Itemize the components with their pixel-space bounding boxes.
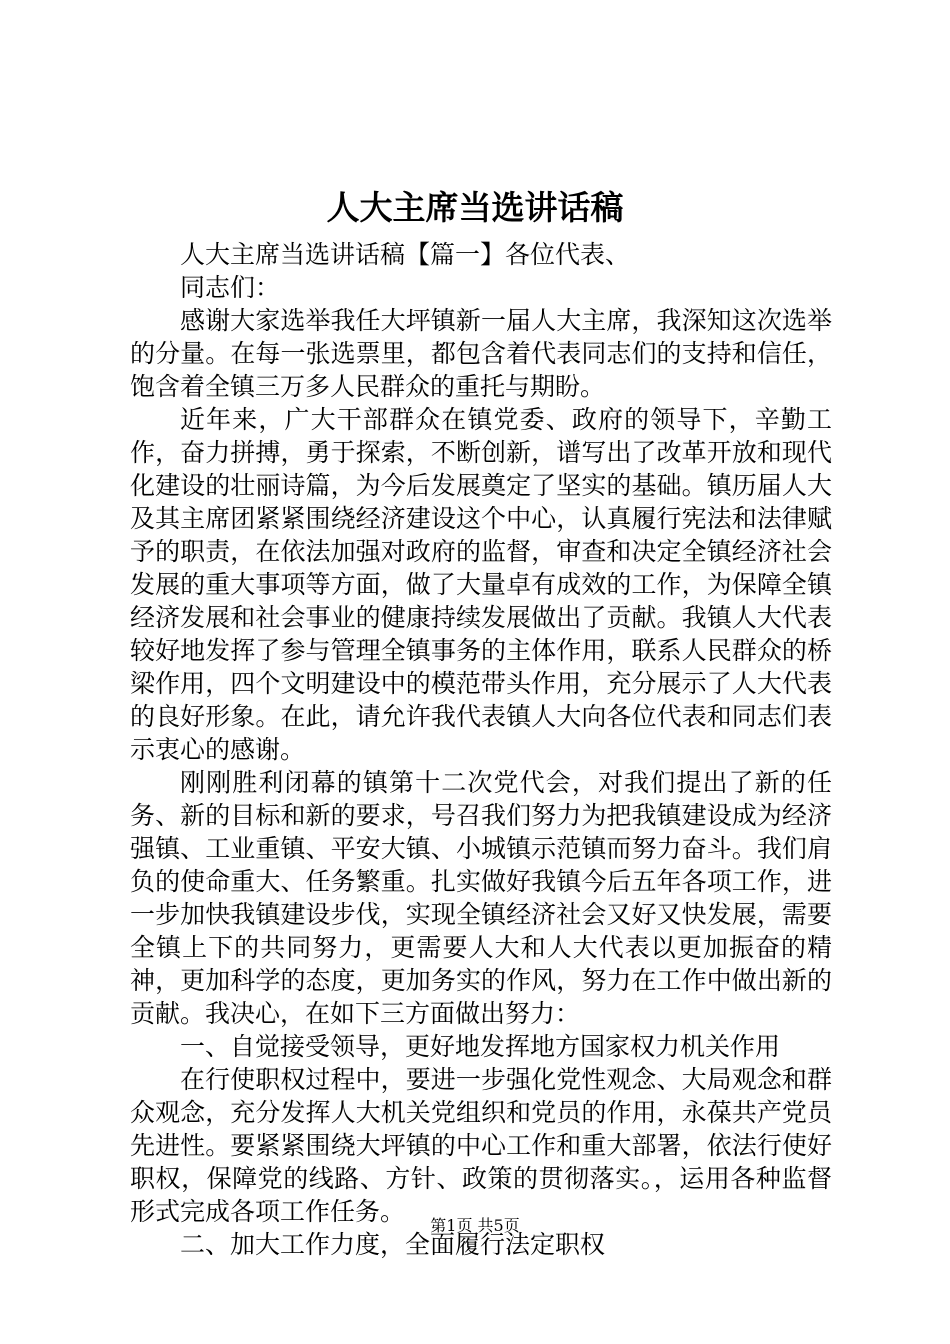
paragraph-salutation: 同志们： xyxy=(180,273,281,302)
page-footer: 第1页 共5页 xyxy=(430,1216,520,1235)
paragraph-party-congress: 刚刚胜利闭幕的镇第十二次党代会，对我们提出了新的任务、新的目标和新的要求，号召我们努力为把我镇建设成为经济强镇、工业重镇、平安大镇、小城镇示范镇而努力奋斗。我们肩负的使命重大、任务繁重。扎实做好我镇今后五年各项工作，进一步加快我镇建设步伐，实现全镇经济社会又好又快发展，需要全镇上下的共同努力，更需要人大和人大代表以更加振奋的精神，更加科学的态度，更加务实的作风，努力在工作中做出新的贡献。我决心，在如下三方面做出努力： xyxy=(130,768,832,1028)
section-heading-one: 一、自觉接受领导，更好地发挥地方国家权力机关作用 xyxy=(180,1032,781,1061)
document-body xyxy=(130,238,832,1261)
paragraph-recent-years: 近年来，广大干部群众在镇党委、政府的领导下，辛勤工作，奋力拼搏，勇于探索，不断创新，谱写出了改革开放和现代化建设的壮丽诗篇，为今后发展奠定了坚实的基础。镇历届人大及其主席团紧紧围绕经济建设这个中心，认真履行宪法和法律赋予的职责，在依法加强对政府的监督，审查和决定全镇经济社会发展的重大事项等方面，做了大量卓有成效的工作，为保障全镇经济发展和社会事业的健康持续发展做出了贡献。我镇人大代表较好地发挥了参与管理全镇事务的主体作用，联系人民群众的桥梁作用，四个文明建设中的模范带头作用，充分展示了人大代表的良好形象。在此，请允许我代表镇人大向各位代表和同志们表示衷心的感谢。 xyxy=(130,405,832,764)
paragraph-exercise-powers: 在行使职权过程中，要进一步强化党性观念、大局观念和群众观念，充分发挥人大机关党组织和党员的作用，永葆共产党员先进性。要紧紧围绕大坪镇的中心工作和重大部署，依法行使好职权，保障党的线路、方针、政策的贯彻落实。，运用各种监督形式完成各项工作任务。 xyxy=(130,1065,832,1226)
section-heading-two: 二、加大工作力度，全面履行法定职权 xyxy=(180,1230,606,1259)
paragraph-thanks: 感谢大家选举我任大坪镇新一届人大主席，我深知这次选举的分量。在每一张选票里，都包含着代表同志们的支持和信任，饱含着全镇三万多人民群众的重托与期盼。 xyxy=(130,306,832,401)
paragraph-heading-line: 人大主席当选讲话稿【篇一】各位代表、 xyxy=(180,240,631,269)
document-title: 人大主席当选讲话稿 xyxy=(326,188,624,227)
